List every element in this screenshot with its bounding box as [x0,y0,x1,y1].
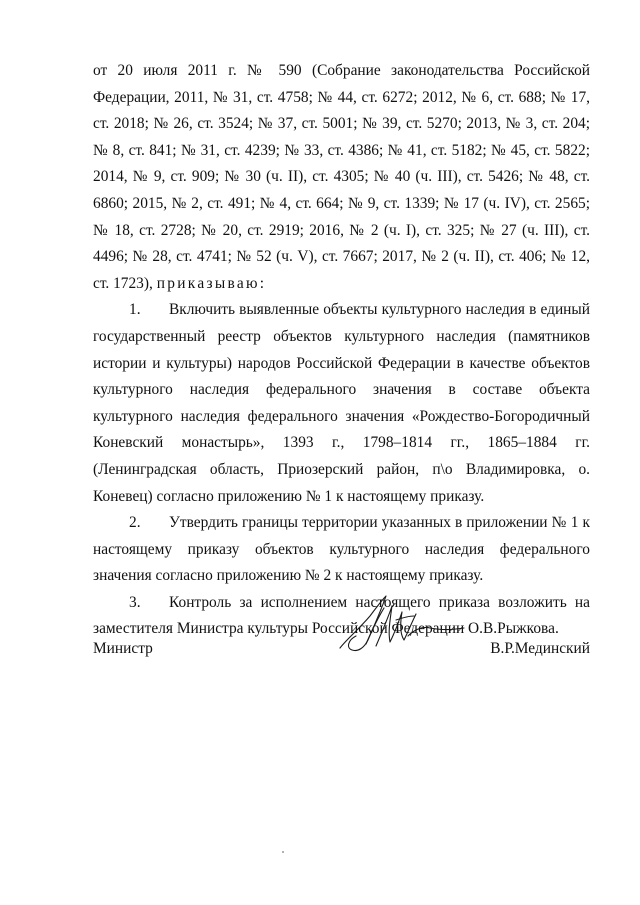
scan-speck [282,851,284,853]
order-item-number: 2. [129,514,141,532]
handwritten-signature [336,590,466,662]
legal-references-paragraph [93,58,590,297]
order-item-number: 1. [129,301,141,319]
order-item-2 [93,510,590,590]
legal-references-text: от 20 июля 2011 г. № 590 (Собрание законодательства Российской Федерации, 2011, № 31, ст. 4758; № 44, ст. 6272; 2012, № 6, ст. 688; № 17, ст. 2018; № 26, ст. 3524; № 37, ст. 5001; № 39, ст. 5270; 2013, № 3, ст. 204; № 8, ст. 841; № 31, ст. 4239; № 33, ст. 4386; № 41, ст. 5182; № 45, ст. 5822; 2014, № 9, ст. 909; № 30 (ч. II), ст. 4305; № 40 (ч. III), ст. 5426; № 48, ст. 6860; 2015, № 2, ст. 491; № 4, ст. 664; № 9, ст. 1339; № 17 (ч. IV), ст. 2565; № 18, ст. 2728; № 20, ст. 2919; 2016, № 2 (ч. I), ст. 325; № 27 (ч. III), ст. 4496; № 28, ст. 4741; № 52 (ч. V), ст. 7667; 2017, № 2 (ч. II), ст. 406; № 12, ст. 1723), [93,62,590,292]
order-item-1 [93,297,590,510]
signatory-title: Министр [93,640,153,657]
signatory-name: В.Р.Мединский [490,640,590,657]
decree-word: приказываю: [156,274,267,292]
order-item-text: Включить выявленные объекты культурного наследия в единый государственный реестр объектов культурного наследия (памятников истории и культуры) народов Российской Федерации в качестве объектов культурного наследия федерального значения в составе объекта культурного наследия федерального значения «Рождество-Богородичный Коневский монастырь», 1393 г., 1798–1814 гг., 1865–1884 гг. (Ленинградская область, Приозерский район, п\о Владимировка, о. Коневец) согласно приложению № 1 к настоящему приказу. [93,301,590,505]
document-body [93,58,590,643]
order-item-text: Контроль за исполнением настоящего приказа возложить на заместителя Министра культуры Российской Федерации О.В.Рыжкова. [93,593,590,638]
order-item-text: Утвердить границы территории указанных в приложении № 1 к настоящему приказу объектов культурного наследия федерального значения согласно приложению № 2 к настоящему приказу. [93,514,590,585]
order-item-number: 3. [129,593,141,611]
